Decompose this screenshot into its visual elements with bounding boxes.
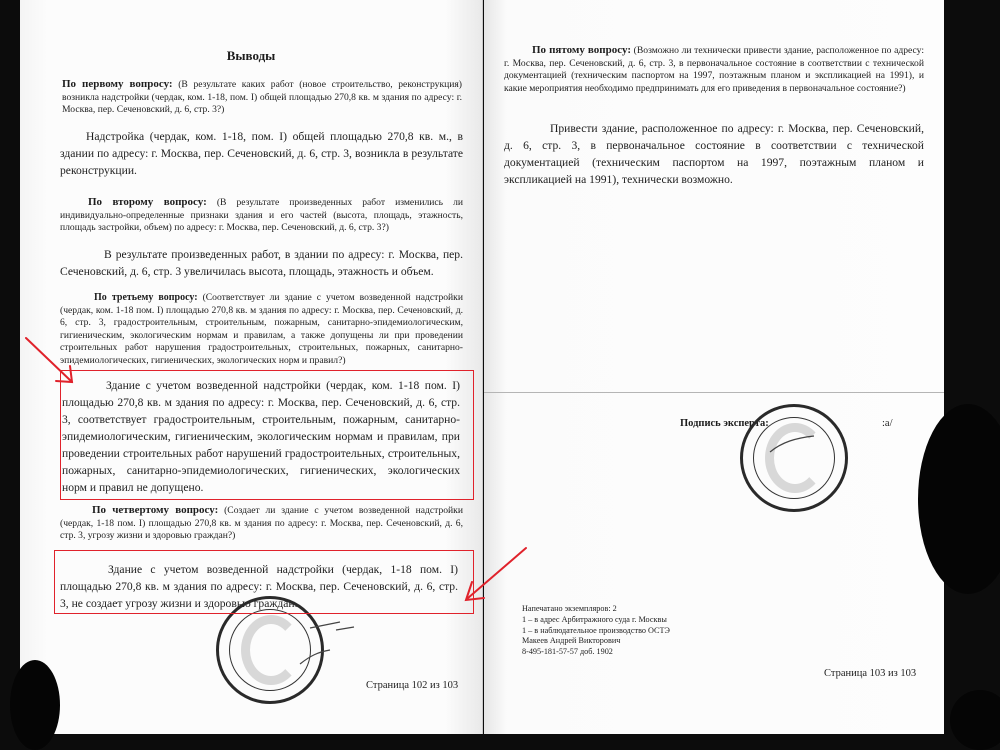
conclusions-title: Выводы: [226, 48, 276, 63]
page-number-102: Страница 102 из 103: [366, 680, 459, 691]
answer-4: Здание с учетом возведенной надстройки (чердак, 1-18 пом. I) площадью 270,8 кв. м здания по адресу: г. Москва, пер. Сеченовский, д. 6, стр. 3, не создает угрозу жизни и здоровью граждан.: [60, 563, 458, 610]
answer-1: Надстройка (чердак, ком. 1-18, пом. I) общей площадью 270,8 кв. м., в здании по адресу: г. Москва, пер. Сеченовский, д. 6, стр. 3, возникла в результате реконструкции.: [60, 130, 463, 177]
print-info-line: 1 – в наблюдательное производство ОСТЭ: [522, 625, 670, 635]
question-4-label: По четвертому вопросу:: [92, 504, 219, 516]
question-3-text: (Соответствует ли здание с учетом возведенной надстройки (чердак, ком. 1-18 пом. I) площадью 270,8 кв. м здания по адресу: г. Москва, пер. Сеченовский, д. 6, стр. 3, градостроительным, строительным, пожарным, санитарно-эпидемиологическим, гигиеническим, экологическим нормам и правилам, а также допущены ли при проведении строительных работ нарушения градостроительных, строительных, пожарных, санитарно-эпидемиологических, гигиенических, экологических норм и правил?): [60, 292, 463, 366]
question-5-text: (Возможно ли технически привести здание, расположенное по адресу: г. Москва, пер. Сеченовский, д. 6, стр. 3, в первоначальное состояние в соответствии с технической документацией (техническим паспортом на 1997, поэтажным планом и экспликацией на 1991), и какие мероприятия необходимо предпринимать для его приведения в первоначальное состояние?): [504, 45, 925, 94]
left-glove: [10, 660, 60, 750]
question-4: [60, 504, 463, 543]
question-5: [504, 44, 924, 95]
question-2-text: (В результате произведенных работ изменились ли индивидуально-определенные признаки здания и его частей (высота, площадь, этажность, площадь застройки, объем) по адресу: г. Москва, пер. Сеченовский, д. 6, стр. 3?): [60, 197, 463, 234]
question-3: [60, 292, 463, 368]
page-fold-line: [484, 392, 944, 393]
page-number-103: Страница 103 из 103: [824, 668, 917, 679]
left-page: [20, 0, 483, 734]
print-info-line: 1 – в адрес Арбитражного суда г. Москвы: [522, 614, 667, 624]
question-3-label: По третьему вопросу:: [94, 292, 198, 303]
question-1: [62, 78, 462, 117]
print-info: [522, 604, 670, 658]
answer-3: Здание с учетом возведенной надстройки (чердак, ком. 1-18 пом. I) площадью 270,8 кв. м здания по адресу: г. Москва, пер. Сеченовский, д. 6, стр. 3, соответствует градостроительным, строительным, пожарным, санитарно-эпидемиологическим, гигиеническим, экологическим нормам и правилам, при проведении строительных работ нарушений градостроительных, строительных, пожарных, санитарно-эпидемиологических, гигиенических, экологических норм и правил не допущено.: [62, 379, 460, 494]
answer-5: Привести здание, расположенное по адресу: г. Москва, пер. Сеченовский, д. 6, стр. 3, в первоначальное состояние в соответствии с технической документацией (техническим паспортом на 1997, поэтажным планом и экспликацией на 1991), технически возможно.: [504, 122, 924, 186]
highlight-answer-3: [60, 370, 474, 500]
print-info-line: Макеев Андрей Викторович: [522, 636, 621, 646]
question-2-label: По второму вопросу:: [88, 196, 207, 208]
question-5-label: По пятому вопросу:: [532, 44, 631, 56]
answer-2: В результате произведенных работ, в здании по адресу: г. Москва, пер. Сеченовский, д. 6, стр. 3 увеличилась высота, площадь, этажность и объем.: [60, 248, 463, 278]
seal-stamp-right: [740, 404, 848, 512]
signature-suffix: :а/: [882, 418, 893, 429]
question-1-text: (В результате каких работ (новое строительство, реконструкция) возникла надстройки (чердак, ком. 1-18, пом. I) общей площадью 270,8 кв. м здания по адресу: г. Москва, пер. Сеченовский, д. 6, стр. 3?): [62, 79, 462, 116]
question-4-text: (Создает ли здание с учетом возведенной надстройки (чердак, 1-18 пом. I) площадью 270,8 кв. м здания по адресу: г. Москва, пер. Сеченовский, д. 6, стр. 3, угрозу жизни и здоровью граждан?): [60, 505, 463, 542]
print-info-line: 8-495-181-57-57 доб. 1902: [522, 647, 613, 657]
right-page: [484, 0, 944, 734]
question-1-label: По первому вопросу:: [62, 78, 173, 90]
signature-label: Подпись эксперта:: [680, 418, 769, 429]
corner-shadow: [950, 690, 1000, 750]
print-info-line: Напечатано экземпляров: 2: [522, 604, 617, 613]
question-2: [60, 196, 463, 235]
highlight-answer-4: [54, 550, 474, 614]
